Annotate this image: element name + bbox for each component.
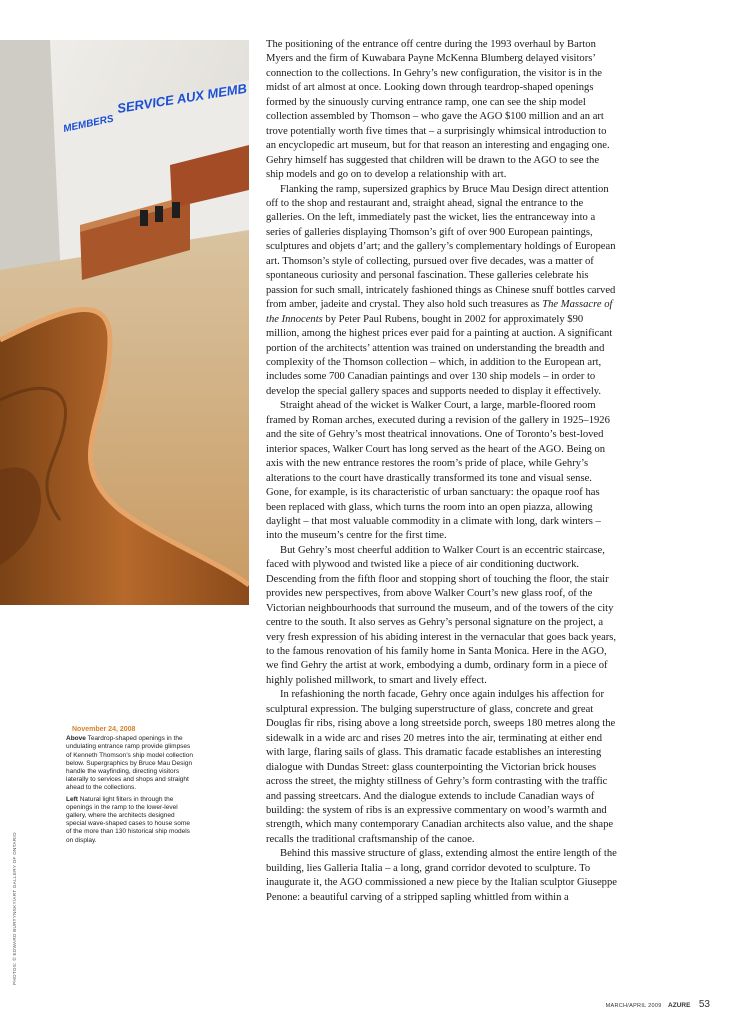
caption-left-text: Natural light filters in through the openings in the ramp to the lower-level gallery, where the architects designed special wave-shaped cases to house some of the more than 130 historical ship models on display. [66, 795, 190, 844]
caption-above-label: Above [66, 735, 86, 743]
photo-credit: PHOTOS: © EDWARD BURTYNSKY/ART GALLERY OF ONTARIO [12, 832, 17, 985]
svg-text:SERVICE AUX MEMB: SERVICE AUX MEMB [116, 80, 248, 116]
caption-date: November 24, 2008 [72, 726, 136, 733]
article-photo [0, 40, 249, 605]
article-paragraph: Behind this massive structure of glass, extending almost the entire length of the building, lies Galleria Italia – a long, grand corridor devoted to sculpture. To inaugurate it, the AGO commissioned a new piece by the Italian sculptor Giuseppe Penone: a beautiful carving of a stripped sapling whittled from within a [266, 848, 617, 903]
caption-left [66, 796, 194, 845]
article-paragraph: Flanking the ramp, supersized graphics by Bruce Mau Design direct attention off to the shop and restaurant and, straight ahead, signal the entrance to the galleries. On the left, immediately past the wicket, lies the entranceway into a series of galleries displaying Thomson’s gift of over 900 European paintings, sculptures and objets d’art; and the gallery’s complementary holdings of European art. Thomson’s style of collecting, pursued over five decades, was a matter of spontaneous curiosity and personal fascination. These galleries celebrate his passion for such small, intricately fashioned things as Chinese snuff bottles carved from amber, jadeite and crystal. They also hold such treasures as The Massacre of the Innocents by Peter Paul Rubens, bought in 2002 for approximately $90 million, among the highest prices ever paid for a painting at auction. A significant portion of the architects’ attention was trained on understanding the breadth and complexity of the Thomson collection – which, in addition to the European art, includes some 700 Canadian paintings and over 130 ship models – in order to develop the special gallery spaces and supports needed to display it effectively. [266, 183, 616, 397]
article-paragraph: In refashioning the north facade, Gehry once again indulges his affection for sculptural expression. The bulging superstructure of glass, concrete and great Douglas fir ribs, rising above a long streetside porch, sweeps 180 metres along the sidewalk in a wide arc and rises 20 metres into the air, terminating at either end with large, flaring sails of glass. This dramatic facade establishes an interesting dialogue with Dundas Street: glass counterpointing the Victorian brick houses across the street, the mighty stillness of Gehry’s form contrasting with the traffic and passing streetcars. And the dialogue extends to include Canadian ways of building: the system of ribs is an expressive commentary on wood’s warmth and strength, which many contemporary Canadian architects also value, and the shape recalls the traditional craftsmanship of the canoe. [266, 689, 616, 845]
caption-above-text: Teardrop-shaped openings in the undulating entrance ramp provide glimpses of Kenneth Thomson’s ship model collection below. Supergraphics by Bruce Mau Design handle the wayfinding, directing visitors laterally to services and shops and straight ahead to the collections. [66, 735, 193, 792]
page-number: 53 [698, 999, 710, 1010]
issue-date: MARCH/APRIL 2009 [605, 1003, 662, 1009]
svg-text:MEMBERS: MEMBERS [62, 113, 115, 135]
photo-caption [66, 726, 194, 848]
article-paragraph: Straight ahead of the wicket is Walker Court, a large, marble-floored room framed by Roman arches, executed during a revision of the gallery in 1925–1926 and the site of Gehry’s most theatrical innovations. One of Toronto’s best-loved interior spaces, Walker Court has long served as the heart of the AGO. Being on axis with the new entrance restores the room’s pride of place, while Gehry’s alterations to the court have drastically transformed its tone and visual sense. Gone, for example, is its characteristic of urban sanctuary: the opaque roof has been replaced with glass, which turns the room into an open piazza, allowing daylight – that most valuable commodity in a climate with long, dark winters – into the museum’s centre for the first time. [266, 400, 610, 542]
article-body [266, 38, 618, 905]
magazine-name: AZURE [668, 1002, 691, 1009]
caption-left-label: Left [66, 795, 78, 803]
article-paragraph: The positioning of the entrance off centre during the 1993 overhaul by Barton Myers and the firm of Kuwabara Payne McKenna Blumberg delayed visitors’ connection to the collections. In Gehry’s new configuration, the visitor is in the midst of art almost at once. Looking down through teardrop-shaped openings formed by the sinuously curving entrance ramp, one can see the ship model collection assembled by Thomson – who gave the AGO $100 million and an art trove potentially worth five times that – a surprisingly whimsical introduction to an encyclopedic art museum, but for that reason an interesting and engaging one. Gehry himself has suggested that children will be drawn to the AGO to see the ship models and go on to develop a relationship with art. [266, 39, 610, 181]
artwork-title: The Massacre of the Innocents [266, 299, 613, 325]
article-paragraph: But Gehry’s most cheerful addition to Walker Court is an eccentric staircase, faced with plywood and twisted like a piece of air conditioning ductwork. Descending from the fifth floor and stopping short of touching the floor, the stair provides new perspectives, from above Walker Court’s new glass roof, of the Victorian neighbourhoods that surround the museum, and of the towers of the city centre to the south. It also serves as Gehry’s personal signature on the project, a very fresh expression of his abiding interest in the vernacular that goes back years, to the famous renovation of his family home in Santa Monica. Here in the AGO, we find Gehry the artist at work, embodying a dumb, ordinary form in a piece of highly polished millwork, to smart and lively effect. [266, 544, 617, 686]
caption-above [66, 735, 194, 792]
page-footer [606, 994, 710, 1012]
ramp-illustration [0, 40, 249, 605]
